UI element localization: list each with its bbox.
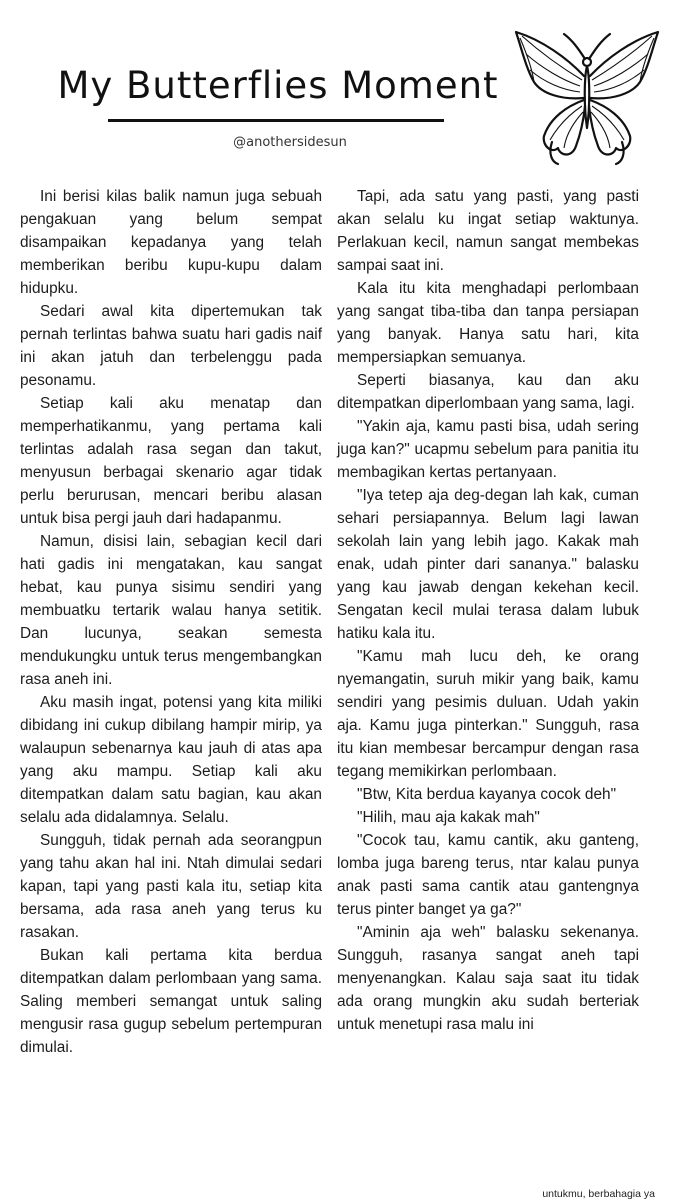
page-title: My Butterflies Moment [57,64,499,107]
paragraph: "Kamu mah lucu deh, ke orang nyemangatin, suruh mikir yang baik, kamu sendiri yang pesimis duluan. Udah yakin aja. Kamu juga pinterkan." Sungguh, rasa itu kian membesar bercampur dengan rasa tegang memikirkan perlombaan. [337,648,639,780]
paragraph: "Hilih, mau aja kakak mah" [357,809,540,826]
footer-note: untukmu, berbahagia ya [542,1188,655,1200]
paragraph: Seperti biasanya, kau dan aku ditempatkan diperlombaan yang sama, lagi. [337,372,639,412]
paragraph: "Cocok tau, kamu cantik, aku ganteng, lomba juga bareng terus, ntar kalau punya anak pasti sama cantik atau gantengnya terus pinter banget ya ga?" [337,832,639,918]
right-column [337,185,639,1036]
paragraph: "Iya tetep aja deg-degan lah kak, cuman sehari persiapannya. Belum lagi lawan sekolah lain yang lebih jago. Kakak mah enak, udah pinter dari sananya." balasku yang kau jawab dengan kekehan kecil. Sengatan kecil mulai terasa dalam lubuk hatiku kala itu. [337,487,639,642]
paragraph: "Yakin aja, kamu pasti bisa, udah sering juga kan?" ucapmu sebelum para panitia itu membagikan kertas pertanyaan. [337,418,639,481]
paragraph: Aku masih ingat, potensi yang kita miliki dibidang ini cukup dibilang hampir mirip, ya walaupun sebenarnya kau jauh di atas apa yang aku mampu. Setiap kali aku ditempatkan dalam satu bagian, kau akan selalu ada didalamnya. Selalu. [20,694,322,826]
paragraph: Kala itu kita menghadapi perlombaan yang sangat tiba-tiba dan tanpa persiapan yang banyak. Hanya satu hari, kita mempersiapkan semuanya. [337,280,639,366]
paragraph: Sungguh, tidak pernah ada seorangpun yang tahu akan hal ini. Ntah dimulai sedari kapan, tapi yang pasti kala itu, setiap kita bersama, ada rasa aneh yang terus ku rasakan. [20,832,322,941]
paragraph: Ini berisi kilas balik namun juga sebuah pengakuan yang belum sempat disampaikan kepadanya yang telah memberikan beribu kupu-kupu dalam hidupku. [20,188,322,297]
paragraph: Bukan kali pertama kita berdua ditempatkan dalam perlombaan yang sama. Saling memberi semangat untuk saling mengusir rasa gugup sebelum pertempuran dimulai. [20,947,322,1056]
paragraph: "Aminin aja weh" balasku sekenanya. Sungguh, rasanya sangat aneh tapi menyenangkan. Kalau saja saat itu tidak ada orang mungkin aku sudah berteriak untuk menetupi rasa malu ini [337,924,639,1033]
paragraph: "Btw, Kita berdua kayanya cocok deh" [357,786,617,803]
left-column [20,185,322,1059]
paragraph: Tapi, ada satu yang pasti, yang pasti akan selalu ku ingat setiap waktunya. Perlakuan kecil, namun sangat membekas sampai saat ini. [337,188,639,274]
paragraph: Namun, disisi lain, sebagian kecil dari hati gadis ini mengatakan, kau sangat hebat, kau punya sisimu sendiri yang membuatku tertarik walau hanya setitik. Dan lucunya, seakan semesta mendukungku untuk terus mengembangkan rasa aneh ini. [20,533,322,688]
title-underline [108,119,444,122]
paragraph: Setiap kali aku menatap dan memperhatikanmu, yang pertama kali terlintas adalah rasa segan dan takut, menyusun berbagai skenario agar tidak perlu berurusan, mencari beribu alasan untuk bisa pergi jauh dari hadapanmu. [20,395,322,527]
butterfly-icon [512,28,662,166]
author-handle: @anothersidesun [233,135,347,150]
paragraph: Sedari awal kita dipertemukan tak pernah terlintas bahwa suatu hari gadis naif ini akan jatuh dan terbelenggu pada pesonamu. [20,303,322,389]
